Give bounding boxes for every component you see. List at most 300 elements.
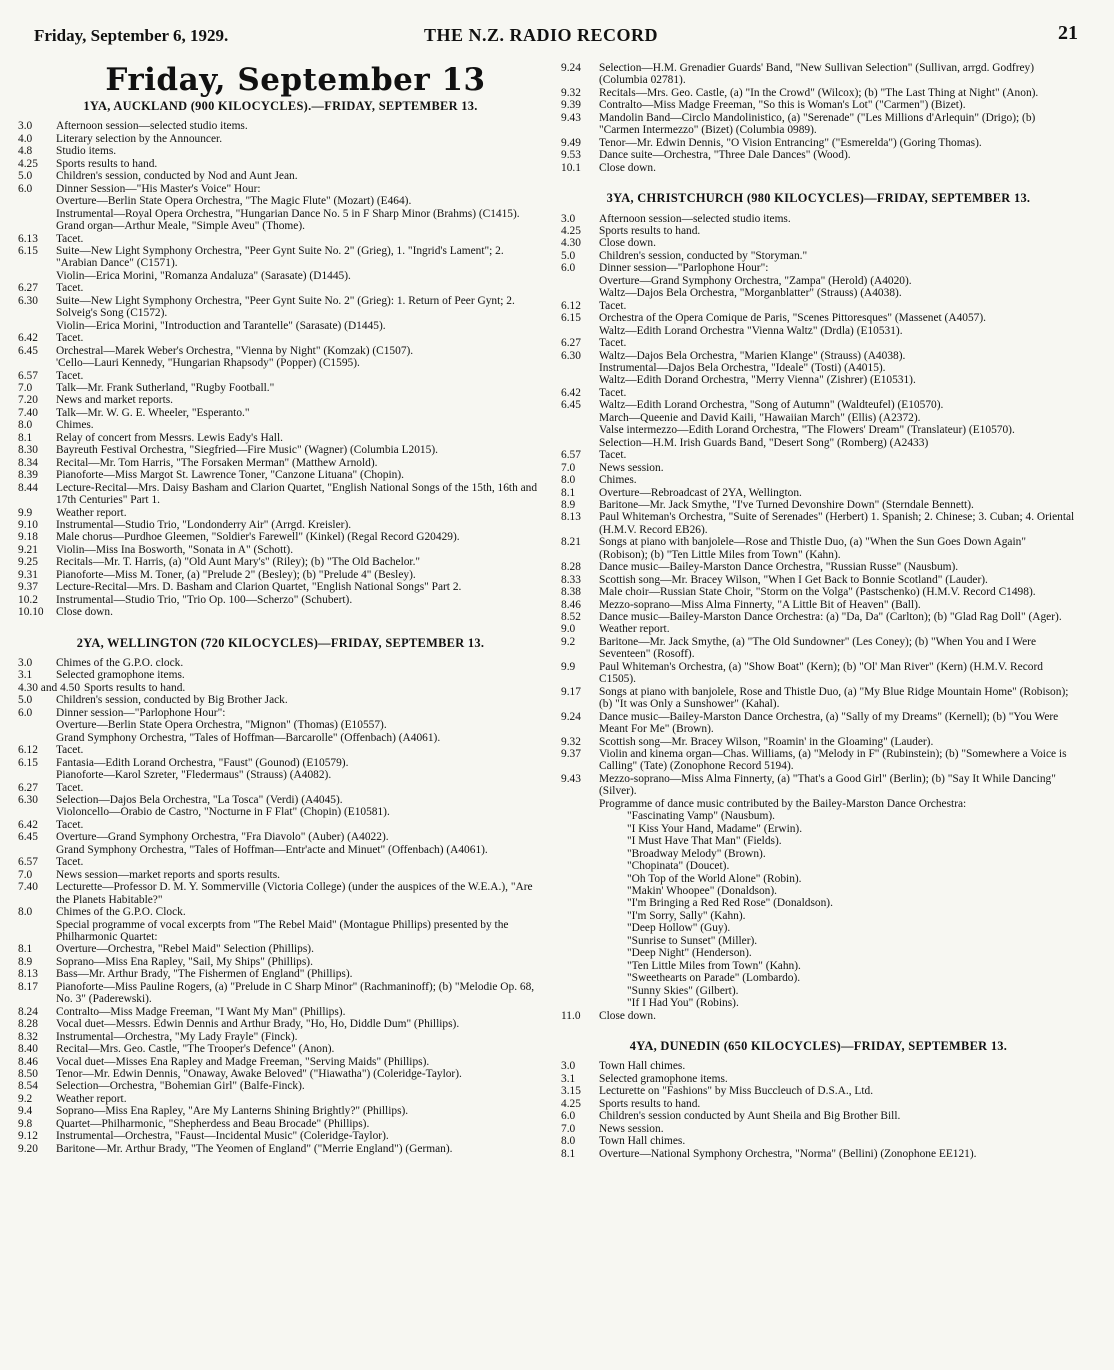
programme-text: Waltz—Dajos Bela Orchestra, "Morganblatter" (Strauss) (A4038). <box>599 287 902 300</box>
programme-item <box>18 145 543 157</box>
programme-item <box>18 1118 543 1130</box>
programme-text: Dance music—Bailey-Marston Dance Orchestra: (a) "Da, Da" (Carlton); (b) "Glad Rag Doll" (Ager). <box>599 611 1062 624</box>
programme-time: 9.8 <box>18 1117 33 1130</box>
programme-text: Chimes of the G.P.O. Clock. <box>56 906 186 919</box>
programme-text: Violin—Miss Ina Bosworth, "Sonata in A" (Schott). <box>56 543 294 556</box>
programme-time: 9.9 <box>561 660 576 673</box>
programme-text: Chimes. <box>56 419 94 432</box>
dance-tune: "Fascinating Vamp" (Nausbum). <box>627 810 775 823</box>
programme-text: Sports results to hand. <box>84 681 186 694</box>
programme-text: Afternoon session—selected studio items. <box>56 120 248 133</box>
programme-item <box>561 137 1076 149</box>
programme-time: 8.1 <box>18 943 33 956</box>
programme-item <box>18 482 543 507</box>
programme-item <box>18 208 543 220</box>
programme-text: News session. <box>599 1122 664 1135</box>
programme-text: Town Hall chimes. <box>599 1060 686 1073</box>
programme-item <box>18 782 543 794</box>
programme-time: 3.0 <box>561 1060 576 1073</box>
programme-text: Tacet. <box>599 386 627 399</box>
programme-time: 8.39 <box>18 469 38 482</box>
station-heading-4ya: 4YA, DUNEDIN (650 KILOCYCLES)—FRIDAY, SEPTEMBER 13. <box>629 1038 1008 1053</box>
programme-item <box>561 237 1076 249</box>
programme-time: 8.0 <box>561 474 576 487</box>
programme-time: 3.1 <box>561 1072 576 1085</box>
programme-time: 9.31 <box>18 568 38 581</box>
programme-item <box>18 606 543 618</box>
dance-tune: "Sunny Skies" (Gilbert). <box>627 984 739 997</box>
programme-item <box>561 87 1076 99</box>
programme-item <box>18 769 543 781</box>
programme-text: Paul Whiteman's Orchestra, "Suite of Serenades" (Herbert) 1. Spanish; 2. Chinese; 3. Cuban; 4. Oriental (H.M.V. Record EB26). <box>599 511 1075 536</box>
programme-text: Dinner session—"Parlophone Hour": <box>599 262 769 275</box>
programme-item <box>561 773 1076 798</box>
programme-time: 4.8 <box>18 145 33 158</box>
programme-text: Selected gramophone items. <box>56 669 185 682</box>
programme-text: Talk—Mr. Frank Sutherland, "Rugby Football." <box>56 381 275 394</box>
programme-item <box>18 732 543 744</box>
dance-tune: "Deep Hollow" (Guy). <box>627 922 731 935</box>
programme-item <box>561 325 1076 337</box>
programme-text: Tacet. <box>56 232 84 245</box>
programme-time: 8.1 <box>561 1147 576 1160</box>
programme-item <box>561 424 1076 436</box>
programme-time: 6.27 <box>561 337 581 350</box>
programme-text: Dance music—Bailey-Marston Dance Orchestra, (a) "Sally of my Dreams" (Kernell); (b) "You Were Meant For Me" (Brown). <box>599 710 1059 736</box>
programme-time: 8.40 <box>18 1043 38 1056</box>
programme-item <box>18 407 543 419</box>
programme-item <box>18 819 543 831</box>
programme-item <box>561 711 1076 736</box>
programme-text: Suite—New Light Symphony Orchestra, "Peer Gynt Suite No. 2" (Grieg), 1. "Ingrid's Lament"; 2. "Arabian Dance" (C1571). <box>56 244 504 270</box>
programme-time: 8.1 <box>18 431 33 444</box>
programme-time: 6.15 <box>561 312 581 325</box>
programme-time: 6.15 <box>18 244 38 257</box>
programme-time: 9.10 <box>18 518 38 531</box>
programme-item <box>18 345 543 357</box>
programme-time: 9.20 <box>18 1142 38 1155</box>
programme-text: Songs at piano with banjolele—Rose and Thistle Duo, (a) "When the Sun Goes Down Again" (Robison); (b) "Ten Little Miles from Town" (Kahn). <box>599 536 1026 561</box>
programme-item <box>18 1130 543 1142</box>
programme-time: 8.46 <box>18 1055 38 1068</box>
programme-text: Children's session, conducted by Big Brother Jack. <box>56 694 288 707</box>
programme-item <box>18 844 543 856</box>
programme-item <box>561 1010 1076 1022</box>
programme-time: 6.15 <box>18 756 38 769</box>
programme-text: Tacet. <box>56 282 84 295</box>
programme-text: Studio items. <box>56 145 117 158</box>
programme-time: 7.0 <box>18 868 33 881</box>
programme-time: 10.10 <box>18 606 44 619</box>
programme-item <box>561 399 1076 411</box>
programme-time: 6.13 <box>18 232 38 245</box>
programme-item <box>18 956 543 968</box>
programme-time: 3.0 <box>18 120 33 133</box>
programme-item <box>18 507 543 519</box>
programme-2ya-continued <box>561 62 1076 174</box>
programme-time: 8.0 <box>18 906 33 919</box>
programme-time: 8.32 <box>18 1030 38 1043</box>
programme-text: News session. <box>599 461 664 474</box>
programme-item <box>18 1093 543 1105</box>
programme-item <box>18 1031 543 1043</box>
station-heading-3ya: 3YA, CHRISTCHURCH (980 KILOCYCLES)—FRIDAY, SEPTEMBER 13. <box>606 191 1031 206</box>
programme-time: 7.20 <box>18 394 38 407</box>
programme-text: Waltz—Dajos Bela Orchestra, "Marien Klange" (Strauss) (A4038). <box>599 349 906 362</box>
programme-text: Paul Whiteman's Orchestra, (a) "Show Boat" (Kern); (b) "Ol' Man River" (Kern) (H.M.V. Record C1505). <box>599 660 1043 686</box>
programme-item <box>561 511 1076 536</box>
programme-text: Soprano—Miss Ena Rapley, "Are My Lanterns Shining Brightly?" (Phillips). <box>56 1105 409 1118</box>
programme-text: Instrumental—Royal Opera Orchestra, "Hungarian Dance No. 5 in F Sharp Minor (Brahms) (C1415). <box>56 207 520 220</box>
programme-text: Instrumental—Orchestra, "My Lady Frayle" (Finck). <box>56 1030 298 1043</box>
programme-item <box>561 350 1076 362</box>
dance-tune: "Deep Night" (Henderson). <box>627 947 752 960</box>
programme-item <box>18 469 543 481</box>
programme-time: 9.32 <box>561 86 581 99</box>
programme-item <box>18 394 543 406</box>
programme-item <box>561 362 1076 374</box>
programme-item <box>18 694 543 706</box>
programme-text: Weather report. <box>599 623 670 636</box>
programme-time: 9.18 <box>18 531 38 544</box>
programme-time: 6.30 <box>18 294 38 307</box>
programme-item <box>561 449 1076 461</box>
programme-text: Instrumental—Dajos Bela Orchestra, "Ideale" (Tosti) (A4015). <box>599 361 886 374</box>
programme-item <box>561 262 1076 274</box>
programme-item <box>561 1148 1076 1160</box>
programme-item <box>18 1043 543 1055</box>
programme-text: Contralto—Miss Madge Freeman, "I Want My Man" (Phillips). <box>56 1005 346 1018</box>
programme-item <box>18 1143 543 1155</box>
programme-text: Overture—Orchestra, "Rebel Maid" Selection (Phillips). <box>56 943 314 956</box>
programme-time: 6.42 <box>18 818 38 831</box>
programme-text: Selection—Orchestra, "Bohemian Girl" (Balfe-Finck). <box>56 1080 305 1093</box>
programme-item <box>18 519 543 531</box>
programme-item <box>18 1080 543 1092</box>
programme-time: 9.37 <box>561 748 581 761</box>
programme-text: Violin—Erica Morini, "Romanza Andaluza" (Sarasate) (D1445). <box>56 269 351 282</box>
programme-item <box>561 1098 1076 1110</box>
left-column <box>18 62 543 1360</box>
programme-item <box>18 332 543 344</box>
programme-item <box>561 586 1076 598</box>
programme-text: Overture—Grand Symphony Orchestra, "Fra Diavolo" (Auber) (A4022). <box>56 831 389 844</box>
programme-time: 6.12 <box>561 299 581 312</box>
programme-text: Instrumental—Studio Trio, "Londonderry Air" (Arrgd. Kreisler). <box>56 518 352 531</box>
programme-time: 6.0 <box>561 1110 576 1123</box>
programme-item <box>561 162 1076 174</box>
programme-time: 9.12 <box>18 1130 38 1143</box>
programme-time: 7.40 <box>18 881 38 894</box>
programme-text: Baritone—Mr. Arthur Brady, "The Yeomen of England" ("Merrie England") (German). <box>56 1142 453 1155</box>
programme-item <box>561 661 1076 686</box>
programme-text: Programme of dance music contributed by the Bailey-Marston Dance Orchestra: <box>599 797 967 810</box>
programme-item <box>561 112 1076 137</box>
publication-title: THE N.Z. RADIO RECORD <box>424 25 659 45</box>
programme-item <box>18 906 543 918</box>
programme-time: 7.0 <box>561 461 576 474</box>
programme-text: Afternoon session—selected studio items. <box>599 212 791 225</box>
programme-text: Tacet. <box>599 449 627 462</box>
programme-time: 4.30 <box>561 237 581 250</box>
programme-text: Tacet. <box>599 337 627 350</box>
programme-text: Tacet. <box>56 818 84 831</box>
programme-item <box>18 457 543 469</box>
programme-text: Songs at piano with banjolele, Rose and Thistle Duo, (a) "My Blue Ridge Mountain Home" (Robison); (b) "It was Only a Sunshower" (Kahal). <box>599 685 1069 711</box>
programme-time: 8.13 <box>561 511 581 524</box>
programme-item <box>561 250 1076 262</box>
programme-time: 5.0 <box>561 249 576 262</box>
programme-time: 6.12 <box>18 744 38 757</box>
programme-time: 9.39 <box>561 99 581 112</box>
programme-item <box>18 719 543 731</box>
programme-text: News and market reports. <box>56 394 174 407</box>
programme-text: Sports results to hand. <box>56 157 158 170</box>
programme-item <box>561 487 1076 499</box>
page-number: 21 <box>1058 22 1078 44</box>
programme-text: Dance music—Bailey-Marston Dance Orchestra, "Russian Russe" (Nausbum). <box>599 561 959 574</box>
programme-item <box>561 149 1076 161</box>
programme-item <box>18 806 543 818</box>
dance-tune: "Sunrise to Sunset" (Miller). <box>627 934 758 947</box>
programme-time: 6.27 <box>18 282 38 295</box>
programme-text: Overture—Grand Symphony Orchestra, "Zampa" (Herold) (A4020). <box>599 274 912 287</box>
programme-text: Sports results to hand. <box>599 1097 701 1110</box>
programme-time: 8.17 <box>18 980 38 993</box>
programme-text: Children's session, conducted by "Storyman." <box>599 249 808 262</box>
programme-text: Waltz—Edith Lorand Orchestra "Vienna Waltz" (Drdla) (E10531). <box>599 324 903 337</box>
programme-item <box>561 374 1076 386</box>
programme-text: Fantasia—Edith Lorand Orchestra, "Faust" (Gounod) (E10579). <box>56 756 349 769</box>
programme-time: 9.32 <box>561 735 581 748</box>
programme-time: 8.28 <box>18 1018 38 1031</box>
dance-tune: "Sweethearts on Parade" (Lombardo). <box>627 972 801 985</box>
programme-time: 8.52 <box>561 611 581 624</box>
programme-item <box>561 437 1076 449</box>
programme-text: Tenor—Mr. Edwin Dennis, "O Vision Entrancing" ("Esmerelda") (Goring Thomas). <box>599 136 982 149</box>
programme-time: 9.9 <box>18 506 33 519</box>
issue-date: Friday, September 6, 1929. <box>34 26 229 45</box>
programme-item <box>561 1085 1076 1097</box>
programme-time: 9.21 <box>18 543 38 556</box>
programme-text: Lecture-Recital—Mrs. D. Basham and Clarion Quartet, "English National Songs" Part 2. <box>56 581 462 594</box>
programme-text: Male choir—Russian State Choir, "Storm on the Volga" (Pastschenko) (H.M.V. Record C1498). <box>599 586 1036 599</box>
programme-item <box>561 412 1076 424</box>
programme-item <box>18 744 543 756</box>
page-header <box>34 22 1078 48</box>
programme-text: Soprano—Miss Ena Rapley, "Sail, My Ships" (Phillips). <box>56 955 313 968</box>
programme-item <box>561 312 1076 324</box>
programme-item <box>18 569 543 581</box>
programme-item <box>18 1056 543 1068</box>
programme-time: 6.45 <box>18 831 38 844</box>
programme-item <box>561 748 1076 773</box>
programme-text: Tacet. <box>599 299 627 312</box>
programme-time: 11.0 <box>561 1009 581 1022</box>
programme-time: 6.30 <box>561 349 581 362</box>
programme-time: 6.30 <box>18 794 38 807</box>
programme-item <box>561 599 1076 611</box>
programme-item <box>18 594 543 606</box>
programme-text: Children's session conducted by Aunt Sheila and Big Brother Bill. <box>599 1110 901 1123</box>
programme-time: 4.25 <box>561 224 581 237</box>
programme-time: 10.2 <box>18 593 38 606</box>
programme-item <box>561 561 1076 573</box>
programme-item <box>18 757 543 769</box>
programme-item <box>561 636 1076 661</box>
programme-text: Baritone—Mr. Jack Smythe, (a) "The Old Sundowner" (Les Coney); (b) "When You and I Were Seventeen" (Rosoff). <box>599 635 1037 661</box>
programme-time: 8.50 <box>18 1067 38 1080</box>
programme-text: Overture—Berlin State Opera Orchestra, "The Magic Flute" (Mozart) (E464). <box>56 195 412 208</box>
programme-text: Recital—Mr. Tom Harris, "The Forsaken Merman" (Matthew Arnold). <box>56 456 378 469</box>
programme-time: 8.0 <box>561 1135 576 1148</box>
programme-item <box>18 943 543 955</box>
dance-programme-list <box>561 810 1076 1009</box>
programme-time: 7.40 <box>18 406 38 419</box>
programme-text: Tacet. <box>56 744 84 757</box>
dance-tune: "Broadway Melody" (Brown). <box>627 847 766 860</box>
programme-item <box>561 1135 1076 1147</box>
station-heading-1ya: 1YA, AUCKLAND (900 KILOCYCLES).—FRIDAY, SEPTEMBER 13. <box>83 99 478 113</box>
programme-text: Literary selection by the Announcer. <box>56 132 223 145</box>
programme-item <box>561 1060 1076 1072</box>
programme-text: Tenor—Mr. Edwin Dennis, "Onaway, Awake Beloved" ("Hiawatha") (Coleridge-Taylor). <box>56 1067 462 1080</box>
programme-item <box>18 581 543 593</box>
programme-text: Instrumental—Studio Trio, "Trio Op. 100—Scherzo" (Schubert). <box>56 593 353 606</box>
programme-item <box>18 1006 543 1018</box>
programme-item <box>561 611 1076 623</box>
programme-text: Selected gramophone items. <box>599 1072 728 1085</box>
programme-time: 6.0 <box>561 262 576 275</box>
programme-text: Suite—New Light Symphony Orchestra, "Peer Gynt Suite No. 2" (Grieg): 1. Return of Peer Gynt; 2. Solveig's Song (C1572). <box>56 294 515 320</box>
programme-item <box>18 220 543 232</box>
programme-item <box>18 831 543 843</box>
programme-time: 8.9 <box>561 498 576 511</box>
programme-text: Instrumental—Orchestra, "Faust—Incidental Music" (Coleridge-Taylor). <box>56 1130 389 1143</box>
programme-item <box>18 657 543 669</box>
programme-time: 6.0 <box>18 182 33 195</box>
programme-time: 3.15 <box>561 1085 581 1098</box>
programme-time: 6.0 <box>18 706 33 719</box>
programme-text: Tacet. <box>56 856 84 869</box>
programme-time: 8.30 <box>18 444 38 457</box>
programme-text: Weather report. <box>56 1092 127 1105</box>
programme-item <box>18 432 543 444</box>
dance-tune: "I Kiss Your Hand, Madame" (Erwin). <box>627 822 803 835</box>
programme-text: Sports results to hand. <box>599 224 701 237</box>
dance-tune: "I'm Sorry, Sally" (Kahn). <box>627 909 746 922</box>
dance-tune: "Makin' Whoopee" (Donaldson). <box>627 885 778 897</box>
programme-item <box>561 474 1076 486</box>
programme-3ya <box>561 213 1076 811</box>
programme-text: Orchestra of the Opera Comique de Paris, "Scenes Pittoresques" (Massenet (A4057). <box>599 312 986 325</box>
programme-text: Recitals—Mrs. Geo. Castle, (a) "In the Crowd" (Wilcox); (b) "The Last Thing at Night" (Anon). <box>599 86 1039 99</box>
programme-time: 8.44 <box>18 481 38 494</box>
programme-text: Scottish song—Mr. Bracey Wilson, "Roamin' in the Gloaming" (Lauder). <box>599 735 934 748</box>
programme-text: Chimes. <box>599 474 637 487</box>
programme-item <box>561 798 1076 810</box>
programme-time: 8.33 <box>561 573 581 586</box>
programme-text: Tacet. <box>56 332 84 345</box>
programme-text: Contralto—Miss Madge Freeman, "So this is Woman's Lot" ("Carmen") (Bizet). <box>599 99 966 112</box>
programme-time: 3.0 <box>18 657 33 670</box>
programme-item <box>18 794 543 806</box>
programme-time: 5.0 <box>18 170 33 183</box>
programme-text: March—Queenie and David Kaili, "Hawaiian March" (Ellis) (A2372). <box>599 411 921 424</box>
programme-time: 9.24 <box>561 62 581 74</box>
programme-text: Pianoforte—Miss Pauline Rogers, (a) "Prelude in C Sharp Minor" (Rachmaninoff); (b) "Melodie Op. 68, No. 3" (Paderewski). <box>56 980 535 1006</box>
programme-time: 8.38 <box>561 586 581 599</box>
programme-item <box>561 462 1076 474</box>
programme-text: Violin and kinema organ—Chas. Williams, (a) "Melody in F" (Rubinstein); (b) "Somewhere a Voice is Calling" (Tate) (Zonophone Record 5194). <box>599 748 1067 773</box>
programme-text: Scottish song—Mr. Bracey Wilson, "When I Get Back to Bonnie Scotland" (Lauder). <box>599 573 988 586</box>
programme-text: Grand Symphony Orchestra, "Tales of Hoffman—Barcarolle" (Offenbach) (A4061). <box>56 731 441 744</box>
programme-item <box>18 245 543 270</box>
programme-item <box>18 382 543 394</box>
programme-text: Recitals—Mr. T. Harris, (a) "Old Aunt Mary's" (Riley); (b) "The Old Bachelor." <box>56 556 421 569</box>
dance-tune: "Chopinata" (Doucet). <box>627 860 730 873</box>
programme-item <box>561 99 1076 111</box>
programme-time: 4.25 <box>561 1097 581 1110</box>
main-title: Friday, September 13 <box>105 62 486 98</box>
programme-item <box>18 444 543 456</box>
programme-text: Tacet. <box>56 781 84 794</box>
dance-tune: "Oh Top of the World Alone" (Robin). <box>627 872 802 885</box>
station-heading-2ya: 2YA, WELLINGTON (720 KILOCYCLES)—FRIDAY, SEPTEMBER 13. <box>76 635 485 650</box>
programme-time: 9.37 <box>18 581 38 594</box>
programme-time: 8.28 <box>561 561 581 574</box>
programme-item <box>18 233 543 245</box>
programme-time: 9.49 <box>561 136 581 149</box>
programme-item <box>18 1018 543 1030</box>
dance-tune: "I Must Have That Man" (Fields). <box>627 835 782 848</box>
programme-time: 6.42 <box>561 386 581 399</box>
programme-text: Close down. <box>599 237 656 250</box>
programme-text: Dinner Session—"His Master's Voice" Hour: <box>56 182 261 195</box>
programme-item <box>18 556 543 568</box>
programme-time: 9.43 <box>561 111 581 124</box>
programme-2ya <box>18 657 543 1155</box>
programme-text: Quartet—Philharmonic, "Shepherdess and Beau Brocade" (Phillips). <box>56 1117 370 1130</box>
programme-item <box>18 869 543 881</box>
programme-item <box>18 968 543 980</box>
programme-item <box>561 1123 1076 1135</box>
programme-time: 6.45 <box>561 399 581 412</box>
programme-item <box>561 536 1076 561</box>
programme-text: Pianoforte—Karol Szreter, "Fledermaus" (Strauss) (A4082). <box>56 769 332 782</box>
programme-item <box>561 275 1076 287</box>
programme-text: Town Hall chimes. <box>599 1135 686 1148</box>
programme-text: Relay of concert from Messrs. Lewis Eady's Hall. <box>56 431 283 444</box>
programme-item <box>18 282 543 294</box>
programme-text: Lecturette on "Fashions" by Miss Buccleuch of D.S.A., Ltd. <box>599 1085 874 1098</box>
programme-text: Grand Symphony Orchestra, "Tales of Hoffman—Entr'acte and Minuet" (Offenbach) (A4061). <box>56 843 488 856</box>
programme-item <box>561 225 1076 237</box>
programme-time: 9.2 <box>561 635 576 648</box>
programme-text: Violoncello—Orabio de Castro, "Nocturne in F Flat" (Chopin) (E10581). <box>56 806 390 819</box>
programme-time: 8.0 <box>18 419 33 432</box>
programme-time: 8.34 <box>18 456 38 469</box>
programme-time: 9.53 <box>561 149 581 162</box>
programme-item <box>18 170 543 182</box>
programme-item <box>18 183 543 195</box>
programme-time: 8.13 <box>18 968 38 981</box>
programme-text: Selection—Dajos Bela Orchestra, "La Tosca" (Verdi) (A4045). <box>56 794 343 807</box>
programme-text: Children's session, conducted by Nod and Aunt Jean. <box>56 170 298 183</box>
programme-text: Bass—Mr. Arthur Brady, "The Fishermen of England" (Phillips). <box>56 968 353 981</box>
programme-text: Waltz—Edith Lorand Orchestra, "Song of Autumn" (Waldteufel) (E10570). <box>599 399 944 412</box>
programme-text: Waltz—Edith Dorand Orchestra, "Merry Vienna" (Zishrer) (E10531). <box>599 374 916 387</box>
